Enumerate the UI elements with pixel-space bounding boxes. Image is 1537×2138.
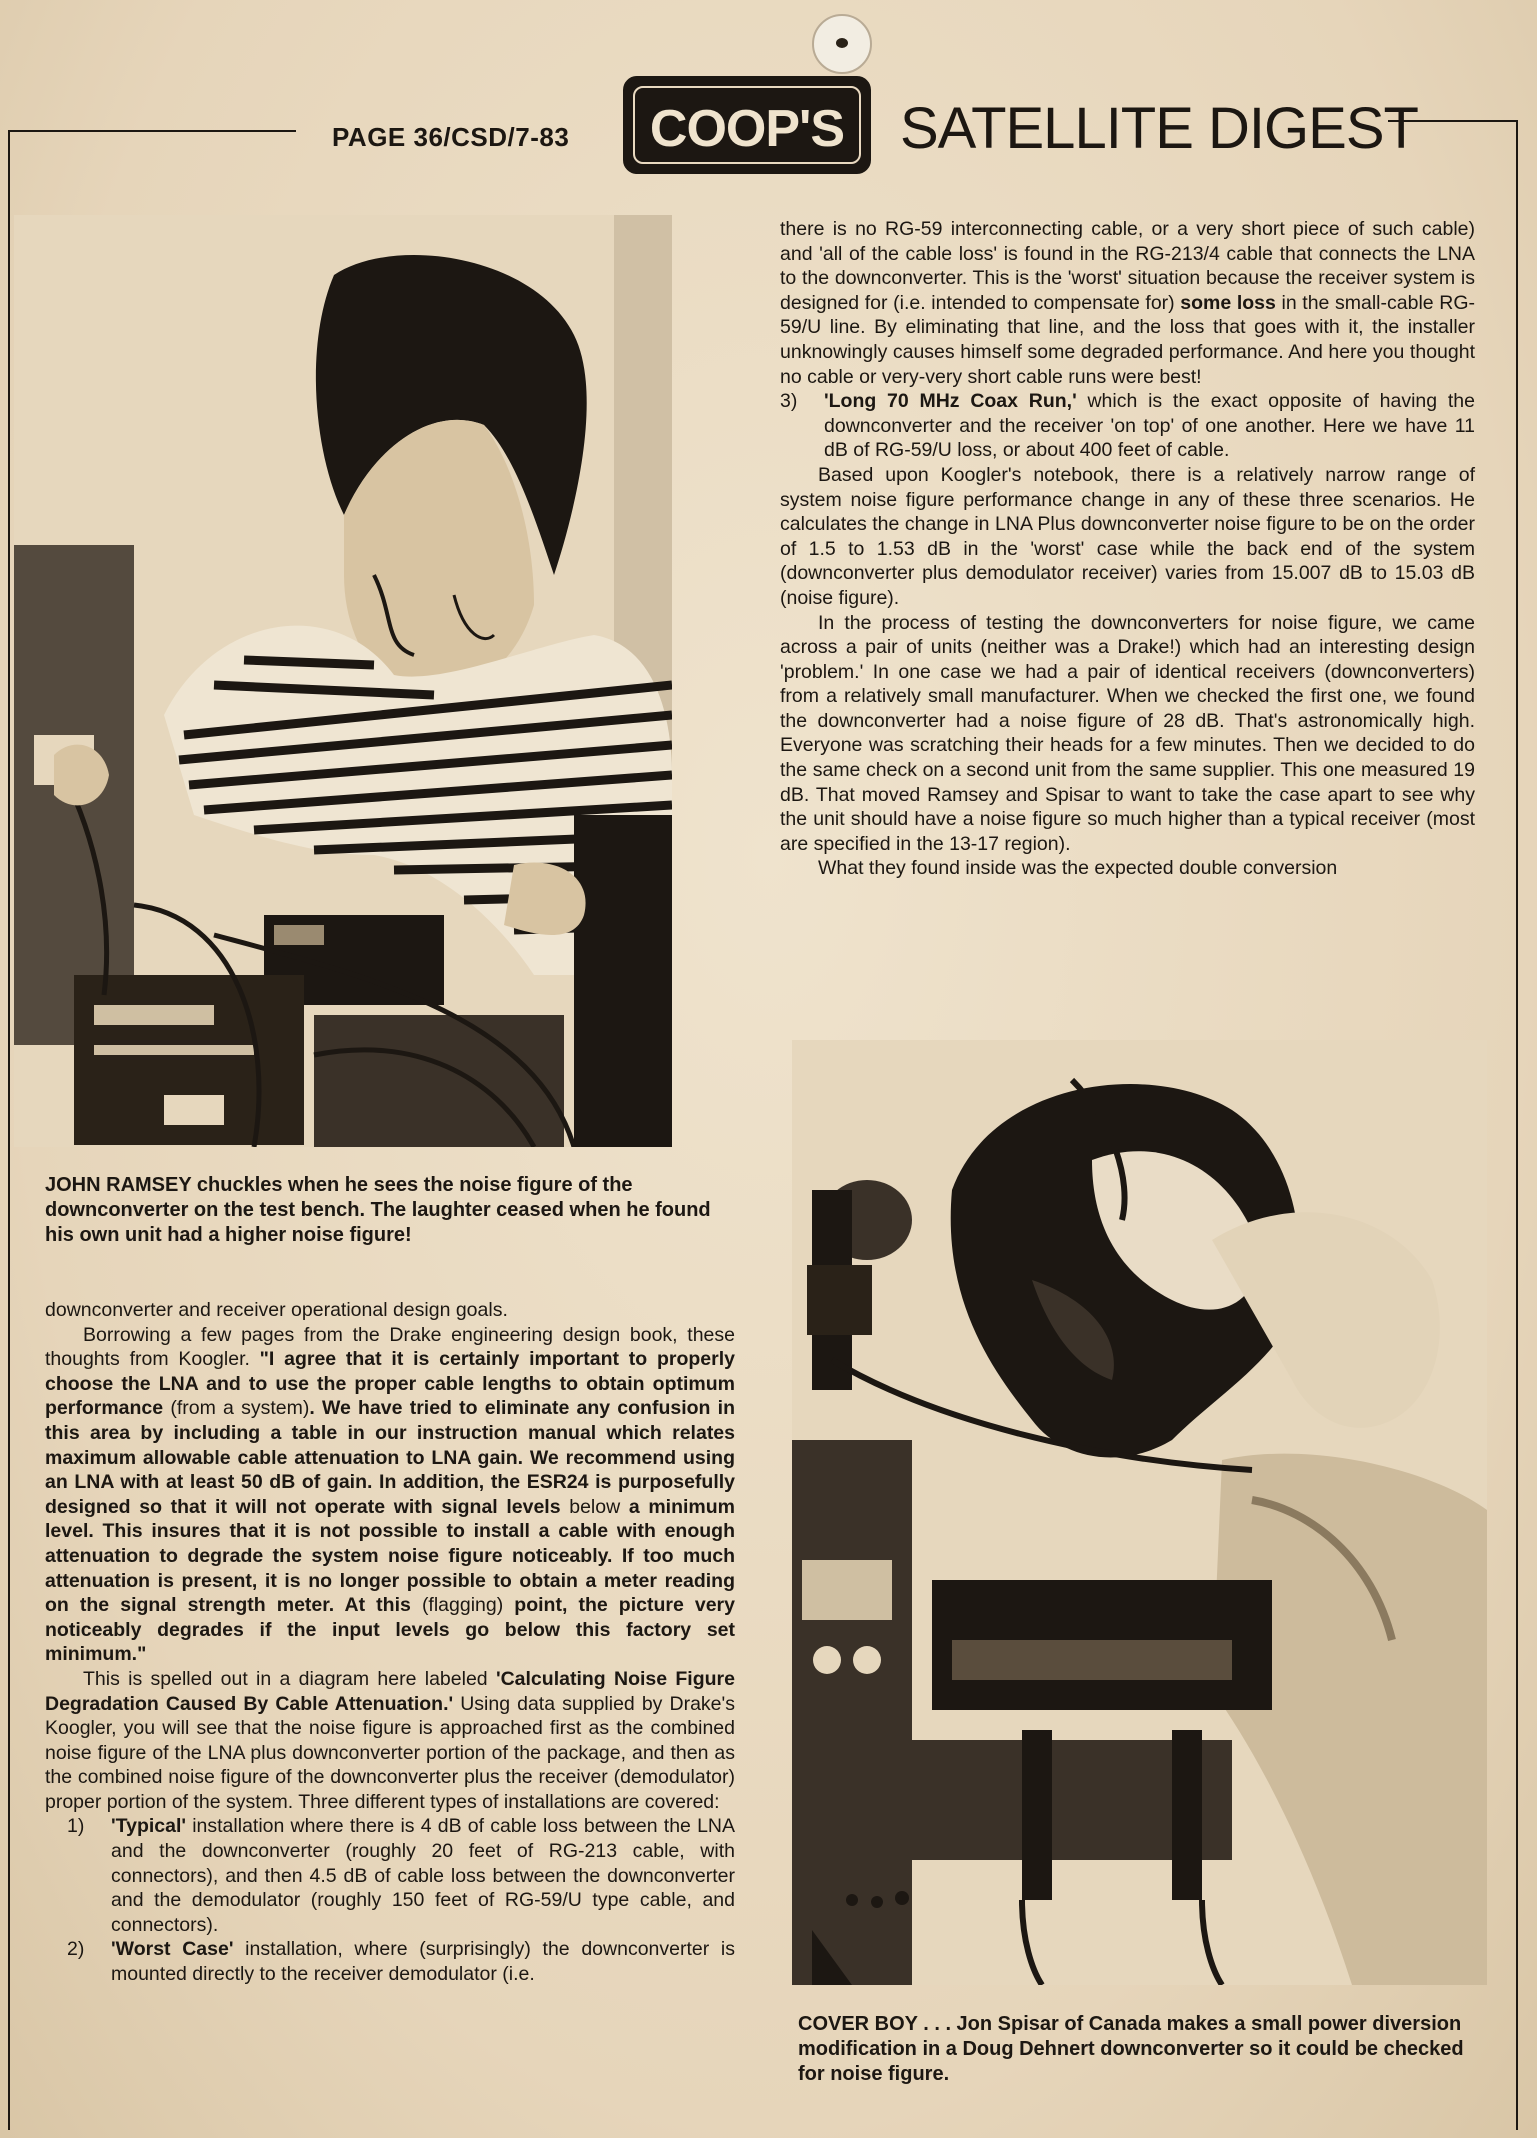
- frame-rule-left: [8, 130, 10, 2130]
- photo-john-ramsey: [14, 215, 672, 1147]
- frame-rule-top-left: [8, 130, 296, 132]
- bold-text: . We have tried to eliminate any confusion in this area by including a table in our instruction manual which relates maximum allowable cable attenuation to LNA gain. We recommend using an LNA with at least 50 dB of gain. In addition, the ESR24 is purposefully designed so that it will not operate with signal levels: [45, 1397, 735, 1518]
- text-run: Borrowing a few pages from the Drake engineering design book, these thoughts from Koogler.: [45, 1323, 735, 1371]
- text-run: (flagging): [421, 1594, 504, 1617]
- paragraph: Based upon Koogler's notebook, there is a relatively narrow range of system noise figure performance change in any of these three scenarios. He calculates the change in LNA Plus downconverter noise figure to be on the order of 1.5 to 1.53 dB in the 'worst' case while the back end of the system (downconverter plus demodulator receiver) varies from 15.007 dB to 15.03 dB (noise figure).: [780, 463, 1475, 609]
- paragraph: [780, 217, 1475, 389]
- text-run: This is spelled out in a diagram here labeled: [83, 1667, 496, 1690]
- list-item: [780, 389, 1475, 463]
- bold-text: 'Long 70 MHz Coax Run,': [824, 390, 1077, 413]
- text-run: there is no RG-59 interconnecting cable, or a very short piece of such cable) and 'all of the cable loss' is found in the RG-213/4 cable that connects the LNA to the downconverter. This is the 'worst' situation because the receiver system is designed for (i.e. intended to compensate for): [780, 218, 1475, 314]
- text-run: which is the exact opposite of having the downconverter and the receiver 'on top' of one another. Here we have 11 dB of RG-59/U loss, or about 400 feet of cable.: [824, 390, 1475, 462]
- list-item: [45, 1814, 735, 1937]
- list-item: [45, 1937, 735, 1986]
- frame-rule-right: [1516, 120, 1518, 2130]
- paragraph: [45, 1323, 735, 1667]
- text-run: (from a system): [170, 1397, 310, 1420]
- bold-text: a minimum level. This insures that it is not possible to install a cable with enough attenuation to degrade the system noise figure noticeably. If too much attenuation is present, it is no longer possible to obtain a meter reading on the signal strength meter. At this: [45, 1495, 736, 1617]
- bold-text: some loss: [1180, 291, 1276, 314]
- bold-text: 'Typical': [111, 1815, 187, 1838]
- paragraph: [45, 1667, 735, 1815]
- masthead-title: SATELLITE DIGEST: [900, 96, 1418, 161]
- paragraph: What they found inside was the expected double conversion: [818, 857, 1338, 880]
- bold-text: 'Worst Case': [111, 1938, 234, 1961]
- paragraph: downconverter and receiver operational design goals.: [45, 1299, 508, 1321]
- push-pin-icon: [812, 14, 872, 74]
- list-number: 1): [67, 1815, 85, 1838]
- bold-text: 'Calculating Noise Figure Degradation Caused By Cable Attenuation.': [45, 1667, 735, 1715]
- list-text: [111, 1937, 735, 1986]
- photo-caption-jon-spisar: COVER BOY . . . Jon Spisar of Canada makes a small power diversion modification in a Doug Dehnert downconverter so it could be checked for noise figure.: [798, 2013, 1464, 2085]
- photo-jon-spisar-image: [792, 1040, 1487, 1985]
- bold-text: "I agree that it is certainly important to properly choose the LNA and to use the proper cable lengths to obtain optimum performance: [45, 1348, 735, 1420]
- photo-john-ramsey-image: [14, 215, 672, 1147]
- photo-caption-john-ramsey: JOHN RAMSEY chuckles when he sees the noise figure of the downconverter on the test bench. The laughter ceased when he found his own unit had a higher noise figure!: [45, 1174, 711, 1246]
- left-column-text: [45, 1298, 735, 1987]
- coops-logo: [623, 76, 871, 174]
- photo-jon-spisar: [792, 1040, 1487, 1985]
- text-run: installation, where (surprisingly) the downconverter is mounted directly to the receiver demodulator (i.e.: [111, 1938, 735, 1986]
- paragraph: In the process of testing the downconverters for noise figure, we came across a pair of units (neither was a Drake!) which had an interesting design 'problem.' In one case we had a pair of identical receivers (downconverters) from a relatively small manufacturer. When we checked the first one, we found the downconverter had a noise figure of 28 dB. That's astronomically high. Everyone was scratching their heads for a few minutes. Then we decided to do the same check on a second unit from the same supplier. This one measured 19 dB. That moved Ramsey and Spisar to want to take the case apart to see why the unit should have a noise figure so much higher than a typical receiver (most are specified in the 13-17 region).: [780, 611, 1475, 855]
- text-run: Using data supplied by Drake's Koogler, you will see that the noise figure is approached first as the combined noise figure of the LNA plus downconverter portion of the package, and then as the combined noise figure of the downconverter plus the receiver (demodulator) proper portion of the system. Three different types of installations are covered:: [45, 1692, 735, 1813]
- list-number: 3): [780, 390, 798, 413]
- text-run: installation where there is 4 dB of cable loss between the LNA and the downconverter (roughly 20 feet of RG-213 cable, with connectors), and then 4.5 dB of cable loss between the downconverter and the demodulator (roughly 150 feet of RG-59/U type cable, and connectors).: [111, 1815, 735, 1936]
- text-run: in the small-cable RG-59/U line. By eliminating that line, and the loss that goes with it, the installer unknowingly causes himself some degraded performance. And here you thought no cable or very-very short cable runs were best!: [780, 291, 1475, 388]
- right-column-text: [780, 217, 1475, 881]
- list-text: [824, 389, 1475, 463]
- list-text: [111, 1814, 735, 1937]
- page-reference: PAGE 36/CSD/7-83: [332, 122, 570, 152]
- list-number: 2): [67, 1938, 85, 1961]
- bold-text: point, the picture very noticeably degrades if the input levels go below this factory set minimum.": [45, 1594, 735, 1666]
- logo-text: COOP'S: [633, 86, 861, 164]
- text-run: below: [569, 1495, 621, 1518]
